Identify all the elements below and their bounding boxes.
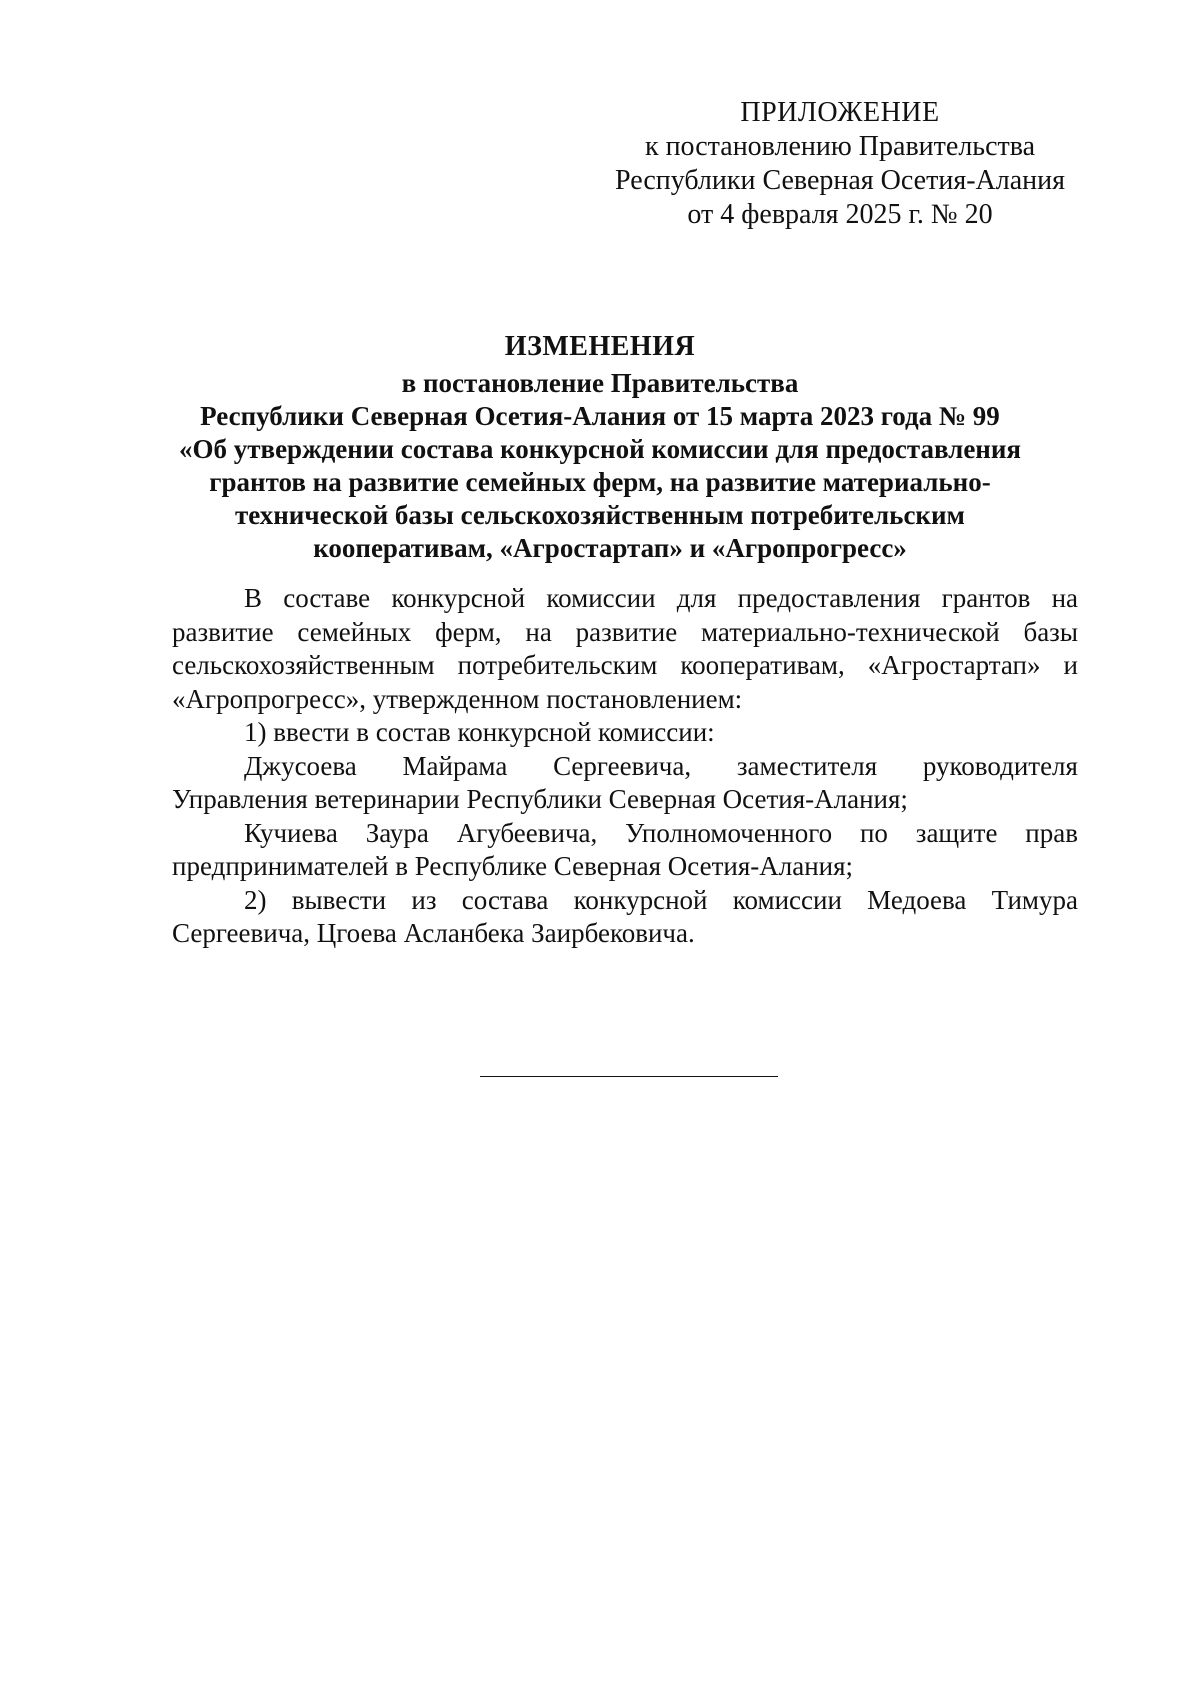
document-body: [172, 582, 1078, 951]
item-1: 1) ввести в состав конкурсной комиссии:: [244, 717, 715, 747]
member-1-word: заместителя: [736, 750, 878, 781]
intro-paragraph: В составе конкурсной комиссии для предоставления грантов на развитие семейных ферм, на развитие материально-технической базы сельскохозяйственным потребительским кооперативам, «Агростартап» и «Агропрогресс», утвержденном постановлением:: [172, 583, 1078, 714]
heading-line-5: технической базы сельскохозяйственным потребительским: [235, 500, 965, 530]
member-1-word: руководителя: [922, 750, 1078, 781]
appendix-line-1: к постановлению Правительства: [644, 131, 1036, 162]
document-heading: [150, 330, 1050, 565]
heading-line-3: «Об утверждении состава конкурсной комиссии для предоставления: [178, 434, 1022, 464]
heading-line-4: грантов на развитие семейных ферм, на развитие материально-: [209, 467, 991, 497]
member-2-paragraph: Кучиева Заура Агубеевича, Уполномоченного по защите прав предпринимателей в Республике Северная Осетия-Алания;: [172, 817, 1078, 881]
member-1-word: Майрама: [402, 750, 508, 781]
item-2: 2) вывести из состава конкурсной комиссии Медоева Тимура Сергеевича, Цгоева Асланбека Заирбековича.: [172, 884, 1078, 948]
appendix-header: [560, 96, 1120, 232]
appendix-line-3: от 4 февраля 2025 г. № 20: [687, 199, 993, 230]
heading-line-6: кооперативам, «Агростартап» и «Агропрогресс»: [313, 533, 907, 563]
heading-line-1: в постановление Правительства: [401, 368, 799, 398]
member-1-word: Сергеевича,: [553, 750, 692, 781]
closing-divider-line: [480, 1076, 778, 1077]
heading-line-2: Республики Северная Осетия-Алания от 15 марта 2023 года № 99: [200, 401, 1000, 431]
heading-title: ИЗМЕНЕНИЯ: [504, 331, 696, 362]
member-1-word: Джусоева: [244, 750, 357, 781]
appendix-title: ПРИЛОЖЕНИЕ: [740, 97, 940, 128]
member-1-first-line: [172, 750, 1078, 784]
appendix-line-2: Республики Северная Осетия-Алания: [615, 165, 1065, 196]
member-1-rest: Управления ветеринарии Республики Северная Осетия-Алания;: [172, 784, 908, 814]
